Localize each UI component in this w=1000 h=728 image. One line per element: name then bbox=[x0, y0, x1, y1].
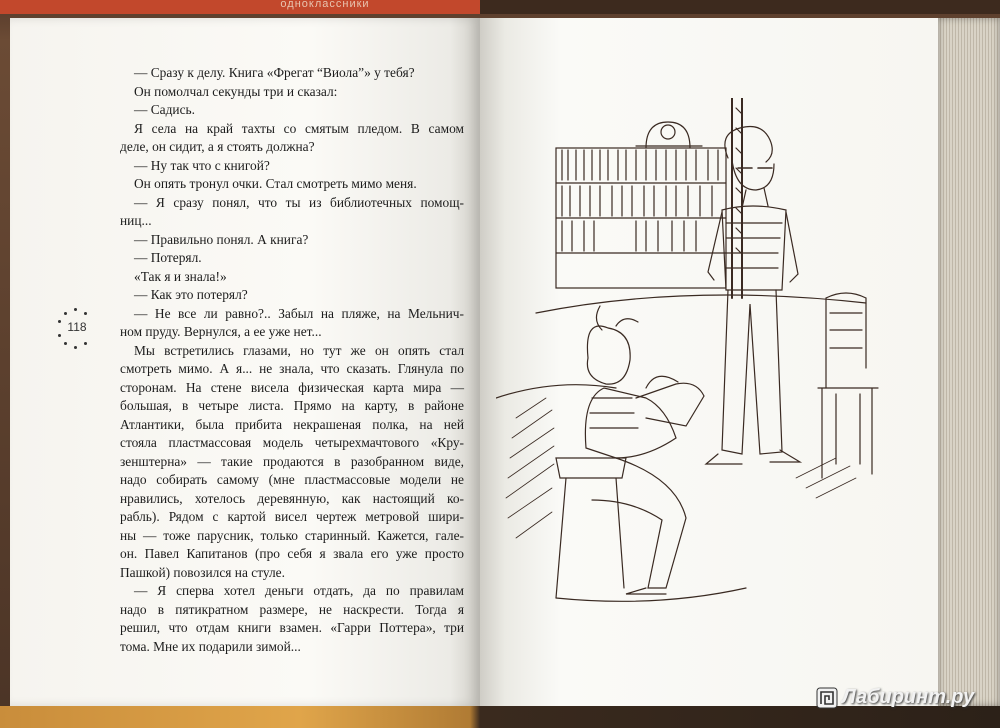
page-number: 118 bbox=[67, 320, 87, 334]
text-line: ны — тоже парусник, только старинный. Кажется, гале- bbox=[120, 527, 464, 543]
text-line: сторонам. На стене висела физическая карта мира — bbox=[120, 379, 464, 395]
labirint-watermark bbox=[816, 684, 992, 714]
text-line: смотреть мимо. А я... не знала, что сказать. Глянула по bbox=[120, 361, 464, 376]
text-line: стояла пластмассовая модель четырехмачтового «Кру- bbox=[120, 435, 464, 450]
page-number-ornament bbox=[56, 308, 96, 348]
text-line: — Ну так что с книгой? bbox=[134, 157, 270, 173]
text-line: — Правильно понял. А книга? bbox=[134, 231, 309, 247]
text-line: — Сразу к делу. Книга «Фрегат “Виола”» у тебя? bbox=[134, 65, 415, 80]
text-line: Пашкой) повозился на стуле. bbox=[120, 564, 285, 580]
text-line: — Садись. bbox=[134, 102, 195, 117]
text-line: деле, он сидит, а я стоять должна? bbox=[120, 139, 315, 154]
text-line: Он опять тронул очки. Стал смотреть мимо меня. bbox=[134, 176, 417, 191]
text-line: тома. Мне их подарили зимой... bbox=[120, 638, 301, 654]
text-line: решил, что отдам книги взамен. «Гарри Поттера», три bbox=[120, 620, 464, 635]
page-edges bbox=[938, 18, 1000, 706]
text-line: нравились, хотелось деревянную, как настоящий ко- bbox=[120, 490, 464, 506]
text-line: — Потерял. bbox=[134, 250, 202, 265]
illustration bbox=[496, 98, 908, 618]
watermark-text: Лабиринт.ру bbox=[842, 686, 975, 708]
text-line: ниц... bbox=[120, 213, 152, 228]
text-line: — Не все ли равно?.. Забыл на пляже, на Мельнич- bbox=[134, 305, 464, 321]
text-line: — Я сразу понял, что ты из библиотечных помощ- bbox=[134, 194, 464, 210]
text-line: рабль). Рядом с картой висел чертеж метровой шири- bbox=[120, 509, 464, 524]
text-line: надо в пятикратном размере, не наскрести. Тогда я bbox=[120, 601, 464, 617]
cover-title-text: одноклассники bbox=[280, 0, 370, 10]
text-line: зенштерна» — такие продаются в разобранном виде, bbox=[120, 453, 464, 469]
cover-top-right bbox=[480, 0, 1000, 14]
text-line: ном пруду. Вернулся, а ее уже нет... bbox=[120, 324, 322, 339]
text-line: Мы встретились глазами, но тут же он опять стал bbox=[134, 342, 464, 358]
text-line: Он помолчал секунды три и сказал: bbox=[134, 83, 338, 99]
text-line: он. Павел Капитанов (про себя я звала его уже просто bbox=[120, 546, 464, 561]
text-line: — Как это потерял? bbox=[134, 287, 248, 302]
text-line: — Я сперва хотел деньги отдать, да по правилам bbox=[134, 583, 464, 598]
cover-top-strip bbox=[0, 0, 480, 14]
text-line: «Так я и знала!» bbox=[134, 268, 227, 284]
text-line: большая, в четыре листа. Прямо на карту, в районе bbox=[120, 398, 464, 413]
text-line: надо собирать самому (мне пластмассовые модели не bbox=[120, 472, 464, 487]
text-line: Атлантики, была прибита некрашеная полка, на ней bbox=[120, 416, 464, 432]
body-text bbox=[120, 64, 464, 656]
labyrinth-logo-icon bbox=[816, 687, 838, 709]
text-line: Я села на край тахты со смятым пледом. В самом bbox=[134, 120, 464, 136]
